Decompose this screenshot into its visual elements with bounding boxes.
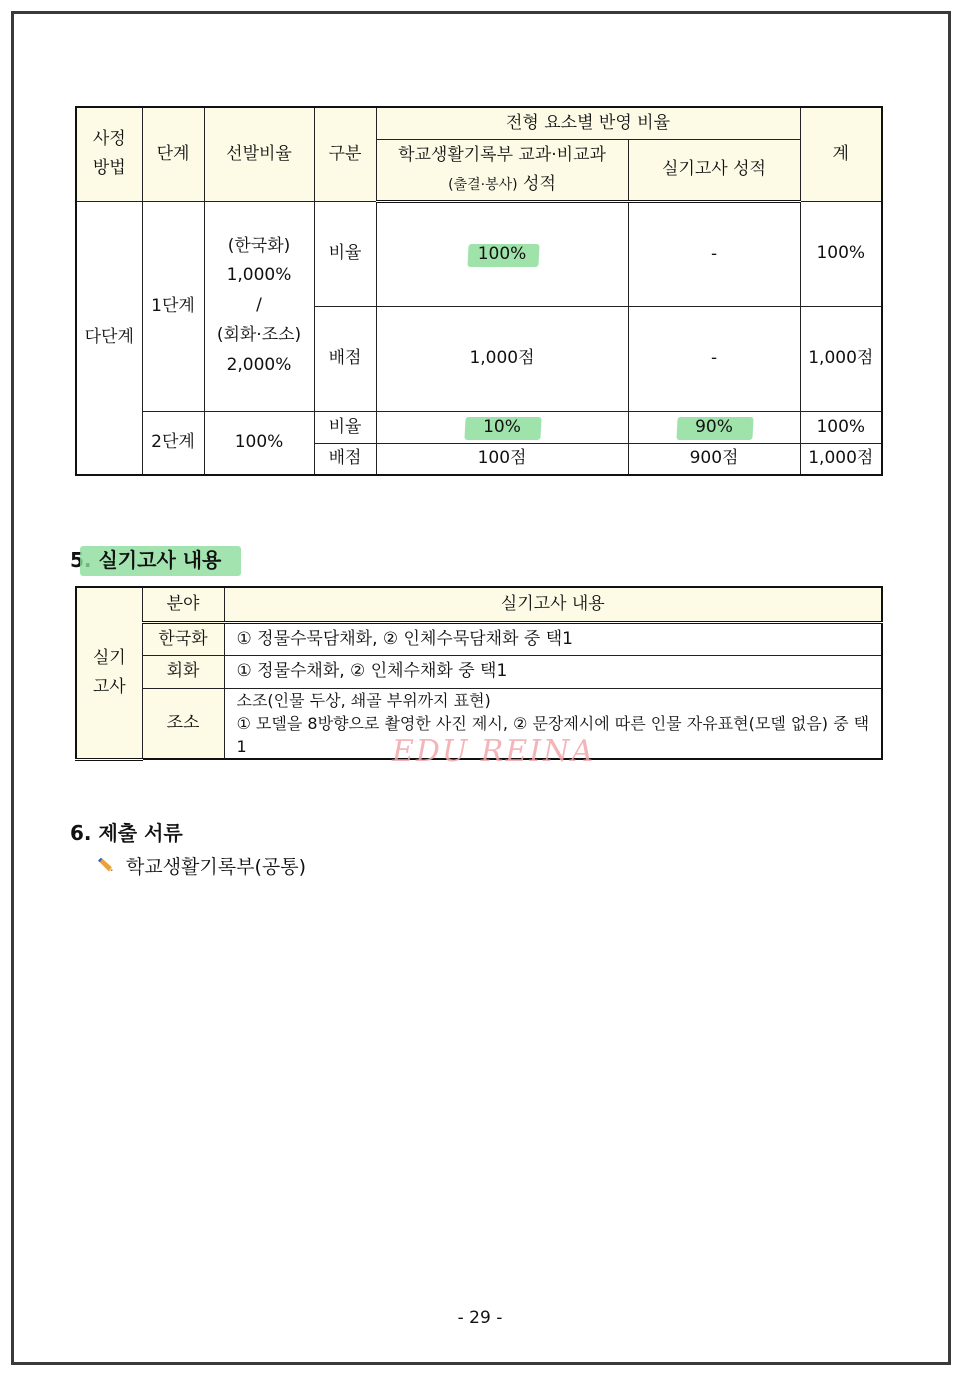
section-6-heading: 6. 제출 서류 <box>70 821 183 845</box>
stage2-score-total: 1,000점 <box>800 443 882 475</box>
stage2-score-practical: 900점 <box>628 443 800 475</box>
stage2-score-school: 100점 <box>376 443 628 475</box>
section-5-heading: 5. 실기고사 내용 <box>70 548 222 572</box>
content-sculpture: 소조(인물 두상, 쇄골 부위까지 표현) ① 모델을 8방향으로 촬영한 사진 제시, ② 문장제시에 따른 인물 자유표현(모델 없음) 중 택 1 <box>224 688 882 759</box>
stage1-ratio-practical: - <box>628 201 800 306</box>
watermark: EDU REINA <box>392 734 596 769</box>
header-practical: 실기고사 성적 <box>628 139 800 201</box>
highlight-mark: 90% <box>683 419 745 436</box>
header-field: 분야 <box>142 587 224 622</box>
stage1-score-label: 배점 <box>314 306 376 411</box>
page-number: - 29 - <box>457 1308 503 1328</box>
header-element-ratio: 전형 요소별 반영 비율 <box>376 107 800 139</box>
stage1-score-school: 1,000점 <box>376 306 628 411</box>
stage2-ratio-practical <box>628 411 800 443</box>
highlight-mark: 100% <box>474 246 531 263</box>
highlight-mark: 10% <box>471 419 533 436</box>
stage2-ratio-total: 100% <box>800 411 882 443</box>
header-stage: 단계 <box>142 107 204 201</box>
content-korean-painting: ① 정물수묵담채화, ② 인체수묵담채화 중 택1 <box>224 622 882 655</box>
stage1-ratio-label: 비율 <box>314 201 376 306</box>
stage1-selection: (한국화) 1,000% / (회화·조소) 2,000% <box>204 201 314 411</box>
header-total: 계 <box>800 107 882 201</box>
stage1-ratio-school <box>376 201 628 306</box>
field-sculpture: 조소 <box>142 688 224 759</box>
header-category: 구분 <box>314 107 376 201</box>
header-school-record: 학교생활기록부 교과·비교과 (출결·봉사) 성적 <box>376 139 628 201</box>
stage2-ratio-label: 비율 <box>314 411 376 443</box>
header-selection-ratio: 선발비율 <box>204 107 314 201</box>
stage1-score-practical: - <box>628 306 800 411</box>
selection-ratio-table <box>75 106 883 476</box>
header-content: 실기고사 내용 <box>224 587 882 622</box>
method-value: 다단계 <box>76 201 142 475</box>
stage2-score-label: 배점 <box>314 443 376 475</box>
document-item <box>98 852 306 879</box>
pencil-icon <box>98 857 116 875</box>
document-item-label: 학교생활기록부(공통) <box>126 856 307 878</box>
field-korean-painting: 한국화 <box>142 622 224 655</box>
stage2-selection: 100% <box>204 411 314 475</box>
stage2-ratio-school <box>376 411 628 443</box>
stage1-label: 1단계 <box>142 201 204 411</box>
stage1-ratio-total: 100% <box>800 201 882 306</box>
content-painting: ① 정물수채화, ② 인체수채화 중 택1 <box>224 655 882 688</box>
stage2-label: 2단계 <box>142 411 204 475</box>
field-painting: 회화 <box>142 655 224 688</box>
side-label: 실기 고사 <box>76 587 142 759</box>
header-method: 사정 방법 <box>76 107 142 201</box>
stage1-score-total: 1,000점 <box>800 306 882 411</box>
